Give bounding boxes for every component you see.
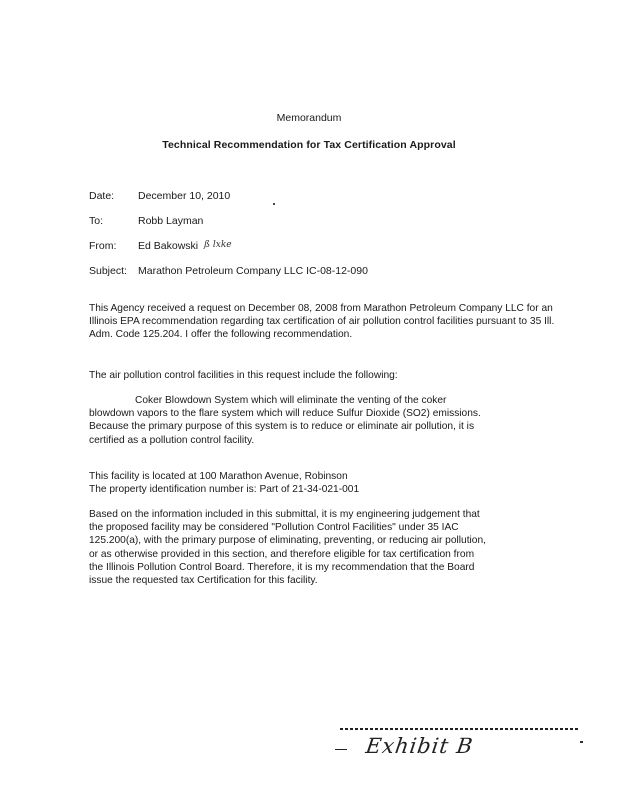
paragraph-facility-description [89, 394, 601, 447]
location-line: This facility is located at 100 Marathon Avenue, Robinson [89, 471, 348, 482]
exhibit-label-handwritten: Exhibit B [364, 734, 475, 758]
from-value: Ed Bakowski [138, 240, 199, 252]
subject-label: Subject: [89, 265, 127, 277]
paragraph-location [89, 470, 601, 496]
date-label: Date: [89, 190, 115, 202]
paragraph-line: The air pollution control facilities in this request include the following: [89, 370, 398, 381]
date-value: December 10, 2010 [138, 190, 231, 202]
paragraph-line: This Agency received a request on December 08, 2008 from Marathon Petroleum Company LLC for an [89, 303, 553, 314]
property-id-line: The property identification number is: Part of 21-34-021-001 [89, 484, 360, 496]
to-value: Robb Layman [138, 215, 204, 227]
paragraph-line: Illinois EPA recommendation regarding tax certification of air pollution control facilities pursuant to 35 Ill. [89, 316, 555, 328]
paragraph-line: blowdown vapors to the flare system which will reduce Sulfur Dioxide (SO2) emissions. [89, 408, 481, 420]
exhibit-stamp-dash [335, 749, 347, 750]
paragraph-recommendation [89, 508, 601, 587]
paragraph-line: Based on the information included in this submittal, it is my engineering judgement that [89, 509, 480, 520]
paragraph-line: 125.200(a), with the primary purpose of eliminating, preventing, or reducing air pollution, [89, 535, 486, 547]
paragraph-request [89, 302, 601, 342]
paragraph-line: Coker Blowdown System which will eliminate the venting of the coker [135, 395, 447, 406]
paragraph-line: the proposed facility may be considered "Pollution Control Facilities" under 35 IAC [89, 522, 459, 534]
paragraph-line: certified as a pollution control facility. [89, 434, 255, 446]
exhibit-stamp-line [340, 728, 580, 730]
memo-heading: Memorandum [276, 112, 342, 124]
paragraph-line: Because the primary purpose of this system is to reduce or eliminate air pollution, it is [89, 421, 475, 433]
paragraph-line: the Illinois Pollution Control Board. Therefore, it is my recommendation that the Board [89, 561, 475, 573]
memo-title: Technical Recommendation for Tax Certification Approval [162, 139, 456, 151]
subject-value: Marathon Petroleum Company LLC IC-08-12-090 [138, 265, 368, 277]
speck-mark [273, 203, 275, 205]
paragraph-facilities-intro [89, 369, 601, 382]
from-initials-signature: ß lxke [204, 240, 232, 250]
exhibit-stamp-mark [580, 741, 583, 743]
from-label: From: [89, 240, 117, 252]
paragraph-line: issue the requested tax Certification for this facility. [89, 575, 318, 587]
to-label: To: [89, 215, 104, 227]
paragraph-line: or as otherwise provided in this section, and therefore eligible for tax certification from [89, 548, 475, 560]
paragraph-line: Adm. Code 125.204. I offer the following recommendation. [89, 329, 353, 341]
